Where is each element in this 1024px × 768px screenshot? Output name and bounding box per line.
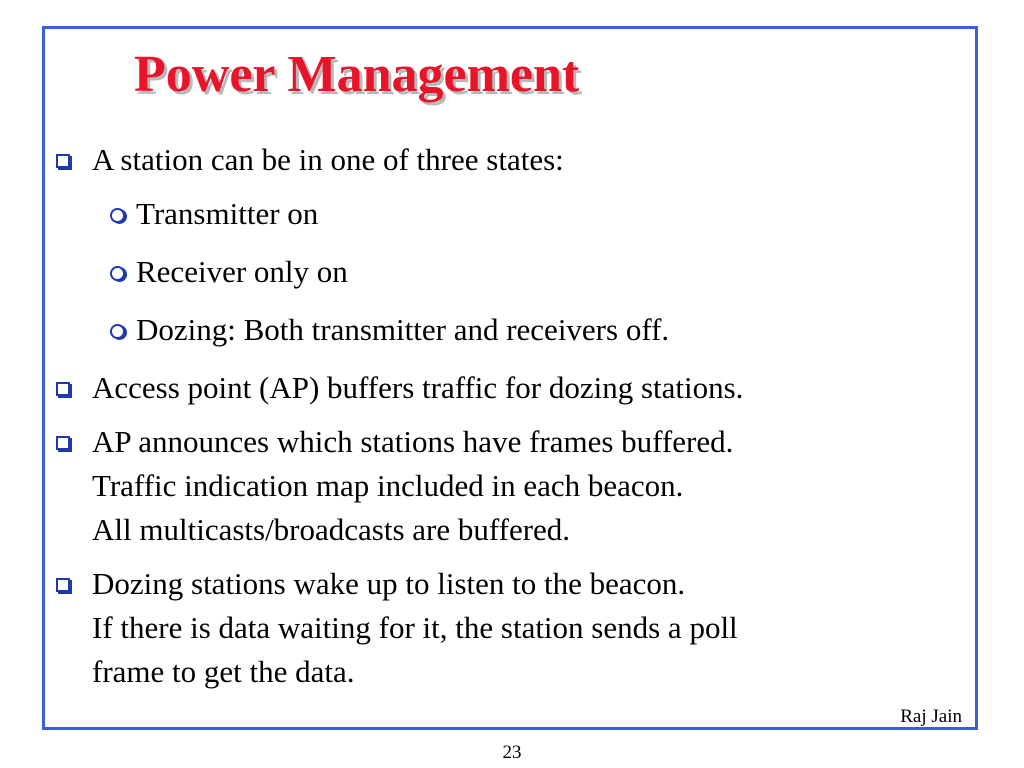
bullet-item — [54, 562, 964, 694]
page-number: 23 — [502, 742, 522, 763]
square-bullet-icon — [56, 578, 70, 592]
bullet-text-continuation: If there is data waiting for it, the station sends a poll — [92, 610, 738, 645]
author-name: Raj Jain — [900, 706, 962, 727]
bullet-item — [54, 138, 964, 182]
sub-bullet-item — [54, 308, 964, 352]
square-bullet-icon — [56, 154, 70, 168]
bullet-text: Transmitter on — [136, 196, 319, 231]
circle-bullet-icon — [110, 266, 125, 281]
bullet-item — [54, 420, 964, 552]
bullet-text: Access point (AP) buffers traffic for dozing stations. — [92, 370, 744, 405]
square-bullet-icon — [56, 382, 70, 396]
bullet-text: Dozing stations wake up to listen to the beacon. — [92, 566, 686, 601]
circle-bullet-icon — [110, 208, 125, 223]
circle-bullet-icon — [110, 324, 125, 339]
bullet-text: A station can be in one of three states: — [92, 142, 564, 177]
bullet-text-continuation: frame to get the data. — [92, 654, 355, 689]
sub-bullet-item — [54, 250, 964, 294]
bullet-text: Dozing: Both transmitter and receivers off. — [136, 312, 670, 347]
bullet-list — [54, 138, 964, 704]
bullet-item — [54, 366, 964, 410]
bullet-text: AP announces which stations have frames buffered. — [92, 424, 734, 459]
bullet-text-continuation: All multicasts/broadcasts are buffered. — [92, 512, 571, 547]
bullet-text-continuation: Traffic indication map included in each beacon. — [92, 468, 684, 503]
sub-bullet-item — [54, 192, 964, 236]
slide-title: Power Management — [134, 46, 580, 103]
square-bullet-icon — [56, 436, 70, 450]
bullet-text: Receiver only on — [136, 254, 348, 289]
